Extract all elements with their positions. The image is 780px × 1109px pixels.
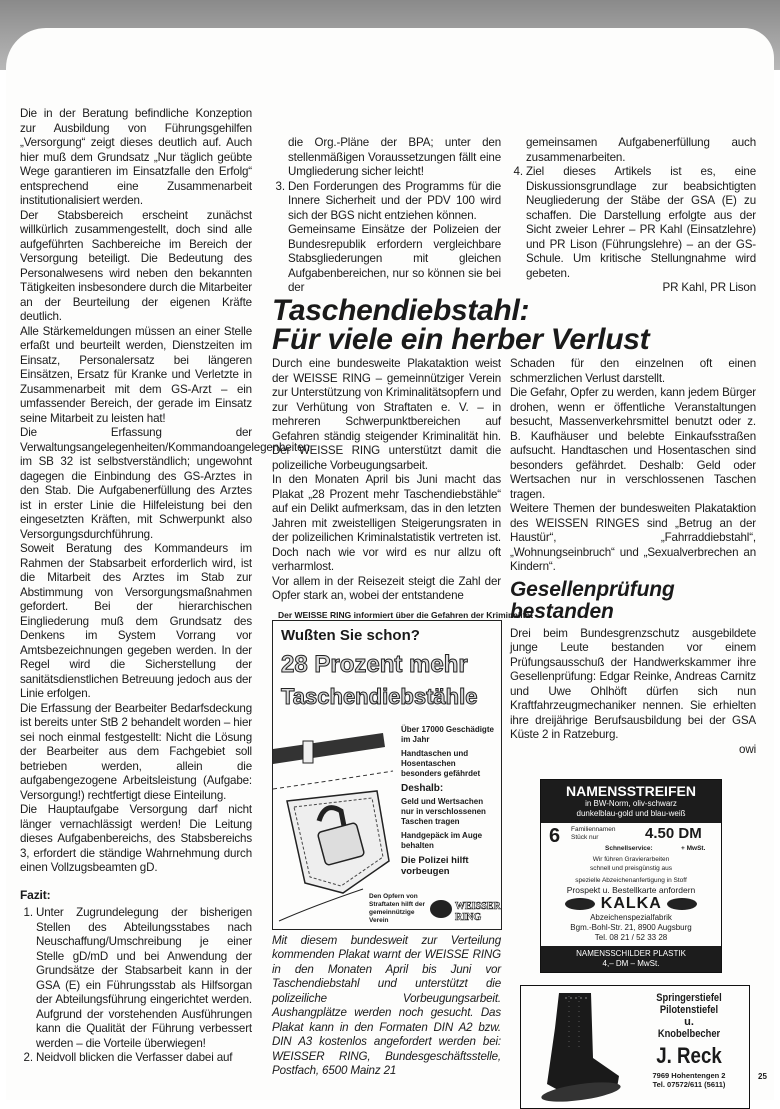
weisser-ring-logo: WEISSER RING <box>455 900 501 923</box>
poster-footer: Den Opfern von Straftaten hilft der gemeinnützige Verein <box>369 892 425 924</box>
list-item-text: Gemeinsame Einsätze der Polizeien der Bundesrepublik erfordern vergleichbare Stabsgliederungen mit gleichen Aufgabenbereichen, nur so können sie bei der <box>288 223 501 294</box>
ad-address: Bgm.-Bohl-Str. 21, 8900 Augsburg <box>570 923 692 932</box>
ad-line: Springerstiefel <box>656 992 722 1004</box>
ad-line: u. <box>684 1016 694 1028</box>
kalka-advertisement <box>540 779 722 973</box>
ad-qty-label <box>571 826 615 842</box>
label: Familiennamen <box>571 826 616 833</box>
ad-line: spezielle Abzeichenanfertigung in Stoff <box>575 877 687 884</box>
ad-line: schnell und preisgünstig aus <box>589 865 673 872</box>
poster-line3: Taschendiebstähle <box>281 683 478 709</box>
poster-tip: Handgepäck im Auge behalten <box>401 830 483 850</box>
paragraph: Vor allem in der Reisezeit steigt die Zahl der Opfer stark an, wobei der entstandene <box>272 574 501 602</box>
author-signature: PR Kahl, PR Lison <box>662 281 756 294</box>
right-top-column <box>510 136 756 296</box>
article-middle-column <box>272 357 534 1079</box>
weisser-ring-poster <box>272 609 534 930</box>
ad-title: NAMENSSTREIFEN <box>566 783 696 799</box>
fazit-list <box>20 906 252 1066</box>
paragraph: gemeinsamen Aufgabenerfüllung auch zusammenarbeiten. <box>526 136 756 164</box>
ad-phone: Tel. 07572/611 (5611) <box>652 1080 726 1089</box>
poster-top-line: Der WEISSE RING informiert über die Gefahren der Kriminalität <box>278 609 534 620</box>
paragraph: Die Erfassung der Bearbeiter Bedarfsdeckung ist bereits unter StB 2 behandelt worden – hier sei noch einmal festgestellt: Nicht die Lösung der Bearbeiter aus dem Fachgebiet soll betrieben werden, allein die aufgabengezogene Arbeitsleistung (Aufgabe: Versorgung!) rechtfertigt diese Einteilung. <box>20 701 252 802</box>
ad-price-row <box>541 823 721 855</box>
paragraph: Schaden für den einzelnen oft einen schmerzlichen Verlust darstellt. <box>510 357 756 385</box>
list-item: 2. Neidvoll blicken die Verfasser dabei auf <box>36 1051 252 1066</box>
ad-footer-line: NAMENSSCHILDER PLASTIK <box>576 949 686 958</box>
paragraph: Der Stabsbereich erscheint zunächst willkürlich zusammengestellt, doch sind alle aufgeführten Sachbereiche im Bereich der Versorgung beteiligt. Die Bedeutung des Personalwesens wird neben den bekannten Tätigkeiten insbesondere durch die Mitarbeiter an der Beurteilung der eigenen Kräfte deutlich. <box>20 208 252 323</box>
ad-subtitle: dunkelblau-gold und blau-weiß <box>576 809 686 818</box>
list-item: 4. Ziel dieses Artikels ist es, eine Diskussionsgrundlage zur beabsichtigten Neugliederung der Stäbe der GSA (E) zu schaffen. Die Darstellung erfolgte aus der Sicht zweier Lehrer – PR Kahl (Einsatzlehre) und PR Lison (Führungslehre) – an der GS-Schule. Um kritische Stellungnahme wird gebeten. <box>526 165 756 281</box>
poster-deshalb: Deshalb: <box>401 782 444 794</box>
poster-tip: Geld und Wertsachen nur in verschlossenen Taschen tragen <box>401 796 486 826</box>
paragraph: Weitere Themen der bundesweiten Plakataktion des WEISSEN RINGES sind „Betrug an der Haustür“, „Fahrraddiebstahl“, „Wohnungseinbruch“ und „Sexualverbrechen an Kindern“. <box>510 502 756 573</box>
poster-fact: Über 17000 Geschädigte im Jahr <box>401 724 494 744</box>
label: Stück nur <box>571 834 599 841</box>
list-item <box>288 180 501 296</box>
ad-footer <box>541 946 721 972</box>
ad-vat: + MwSt. <box>681 845 706 852</box>
poster-line2: 28 Prozent mehr <box>281 650 468 678</box>
wings-badge-icon <box>667 898 697 910</box>
ad-phone: Tel. 08 21 / 52 33 28 <box>594 933 668 942</box>
poster-fact: Handtaschen und Hosentaschen besonders gefährdet <box>401 748 481 778</box>
wings-badge-icon <box>565 898 595 910</box>
ad-line: Abzeichenspezialfabrik <box>590 913 672 922</box>
boot-illustration <box>529 988 624 1106</box>
list <box>510 165 756 281</box>
paragraph: Die Erfassung der Verwaltungsangelegenheiten/Kommandoangelegenheiten im SB 32 ist selbstverständlich; ungewohnt dagegen die Einbindung des GS-Arztes in den Stab. Die Aufgabenerfüllung des Arztes ist in erster Linie die Hilfeleistung bei den eingesetzten Kräften, mit Schwerpunkt also Versorgungsdurchführung. <box>20 426 310 541</box>
paragraph: Die in der Beratung befindliche Konzeption zur Ausbildung von Führungsgehilfen „Versorgung“ zeigt dieses deutlich auf. Auch hier muß dem Grundsatz „Nur täglich geübte Wege garantieren im Einsatzfalle den Erfolg“ entsprechend eine Zusammenarbeit institutionalisiert werden. <box>20 107 252 207</box>
ad-header <box>541 780 721 823</box>
ad-line: Pilotenstiefel <box>659 1004 719 1016</box>
list-item-text: Den Forderungen des Programms für die Innere Sicherheit und der PDV 100 wird sich der BGS nicht entziehen können. <box>288 179 501 222</box>
ad-line: Wir führen Gravierarbeiten <box>592 856 670 863</box>
ad-qty: 6 <box>549 825 561 847</box>
ad-text <box>633 992 745 1089</box>
list <box>272 180 501 296</box>
list-item: 1. Unter Zugrundelegung der bisherigen Stellen des Abteilungsstabes nach Neuschaffung/Umschreibung je einer Stelle gD/mD und bei Anwendung der Grundsätze der Stabsarbeit kann in der GSA (E) ein Führungsstab als Hilfsorgan der Abteilungsführung eingerichtet werden. Aufgrund der vorstehenden Ausführungen kann die Qualität der Führung verbessert werden – die Vorteile überwiegen! <box>36 906 252 1051</box>
ad-footer-line: 4,– DM – MwSt. <box>602 959 660 968</box>
ad-line: Knobelbecher <box>657 1028 721 1040</box>
left-column <box>20 107 310 1066</box>
author-signature: owi <box>739 742 756 756</box>
poster-caption: Mit diesem bundesweit zur Verteilung kommenden Plakat warnt der WEISSE RING in den Monaten April bis Juni vor Taschendiebstahl und unterstützt die polizeiliche Vorbeugungsarbeit. Aushangplätze werden noch gesucht. Das Plakat kann in den Formaten DIN A2 bzw. DIN A3 kostenlos angefordert werden bei: WEISSER RING, Bundesgeschäftsstelle, Postfach, 6500 Mainz 21 <box>272 933 501 1077</box>
paragraph: In den Monaten April bis Juni macht das Plakat „28 Prozent mehr Taschendiebstähle“ auf ein Delikt aufmerksam, das in den letzten Jahren mit zweistelligen Steigerungsraten in der polizeilichen Kriminalstatistik vertreten ist. Doch nach wie vor wird es nur allzu oft verharmlost. <box>272 473 501 573</box>
headline-line: Für viele ein herber Verlust <box>272 323 650 356</box>
paragraph: Die Hauptaufgabe Versorgung darf nicht länger vernachlässigt werden! Die Leitung dieses Aufgabenbereichs, des Stabsbereichs 3, erfordert die ständige Wahrnehmung durch einen Vollzugsbeamten gD. <box>20 803 252 874</box>
ad-company <box>541 895 721 913</box>
ad-line: Prospekt u. Bestellkarte anfordern <box>566 885 696 895</box>
ad-subtitle: in BW-Norm, oliv-schwarz <box>585 799 677 808</box>
ad-price: 4.50 DM <box>645 825 702 842</box>
company-name: J. Reck <box>656 1043 722 1068</box>
ad-address: 7969 Hohentengen 2 <box>652 1071 726 1080</box>
second-article-headline: Gesellenprüfung bestanden <box>510 577 675 623</box>
paragraph: Durch eine bundesweite Plakataktion weist der WEISSE RING – gemeinnütziger Verein zur Unterstützung von Kriminalitätsopfern und zur Verhütung von Straftaten e. V. – in mehreren Schwerpunktbereichen auf Gefahren ständig steigender Kriminalität hin. Der WEISSE RING unterstützt damit die polizeiliche Vorbeugungsarbeit. <box>272 357 501 472</box>
fazit-heading: Fazit: <box>20 887 51 902</box>
poster-frame <box>272 620 502 930</box>
poster-police: Die Polizei hilft vorbeugen <box>401 854 469 877</box>
paragraph: Soweit Beratung des Kommandeurs im Rahmen der Stabsarbeit erforderlich wird, ist die Mitarbeit des Arztes im Stab zur Abstimmung von Versorgungsmaßnahmen gefordert. Bei der hierarchischen Eingliederung muß dem Grundsatz des Denkens im System Vorrang vor Amtsbezeichnungen gegeben werden. In der Regel wird die Sicherstellung der sanitätsdienstlichen Betreuung jedoch aus der Linie erfolgen. <box>20 542 252 700</box>
poster-line1: Wußten Sie schon? <box>281 626 420 644</box>
reck-advertisement <box>520 985 750 1109</box>
article-right-column <box>510 357 756 1109</box>
article-headline <box>272 296 649 354</box>
page-number: 25 <box>758 1072 767 1081</box>
middle-top-column <box>272 136 501 296</box>
headline-line: Taschendiebstahl: <box>272 294 530 327</box>
paragraph: Drei beim Bundesgrenzschutz ausgebildete junge Leute bestanden vor einem Prüfungsausschuß der Handwerkskammer ihre Gesellenprüfung: Edgar Reinke, Andreas Carnitz und Uwe Ohlhöft dürfen sich nun Kraftfahrzeugmechaniker nennen. Sie erhielten ihre dreijährige Berufsausbildung bei der GSA Küste 2 in Ratzeburg. <box>510 626 756 741</box>
ad-service: Schnellservice: <box>605 845 653 852</box>
paragraph: Die Gefahr, Opfer zu werden, kann jedem Bürger drohen, wenn er öffentliche Veranstaltungen besucht, Massenverkehrsmittel benutzt oder z. B. Kaufhäuser und belebte Einkaufsstraßen aufsucht. Handtaschen und Hosentaschen sind besonders gefährdet. Deshalb: Geld oder Wertsachen nur in verschlossenen Taschen tragen. <box>510 386 756 501</box>
company-name: KALKA <box>600 895 662 912</box>
paragraph: die Org.-Pläne der BPA; unter den stellenmäßigen Voraussetzungen fällt eine Umgliederung sicher leicht! <box>288 136 501 178</box>
paragraph: Alle Stärkemeldungen müssen an einer Stelle erfaßt und beurteilt werden, Dienstzeiten im Einsatz, Personalersatz bei längeren Einsätzen, Ersatz für Kranke und Verletzte in Zusammenarbeit mit dem GS-Arzt – ein umfassender Bereich, der gerade im Einsatz seine Mitarbeit zu leisten hat! <box>20 324 252 425</box>
poster-text-stack <box>401 725 497 881</box>
